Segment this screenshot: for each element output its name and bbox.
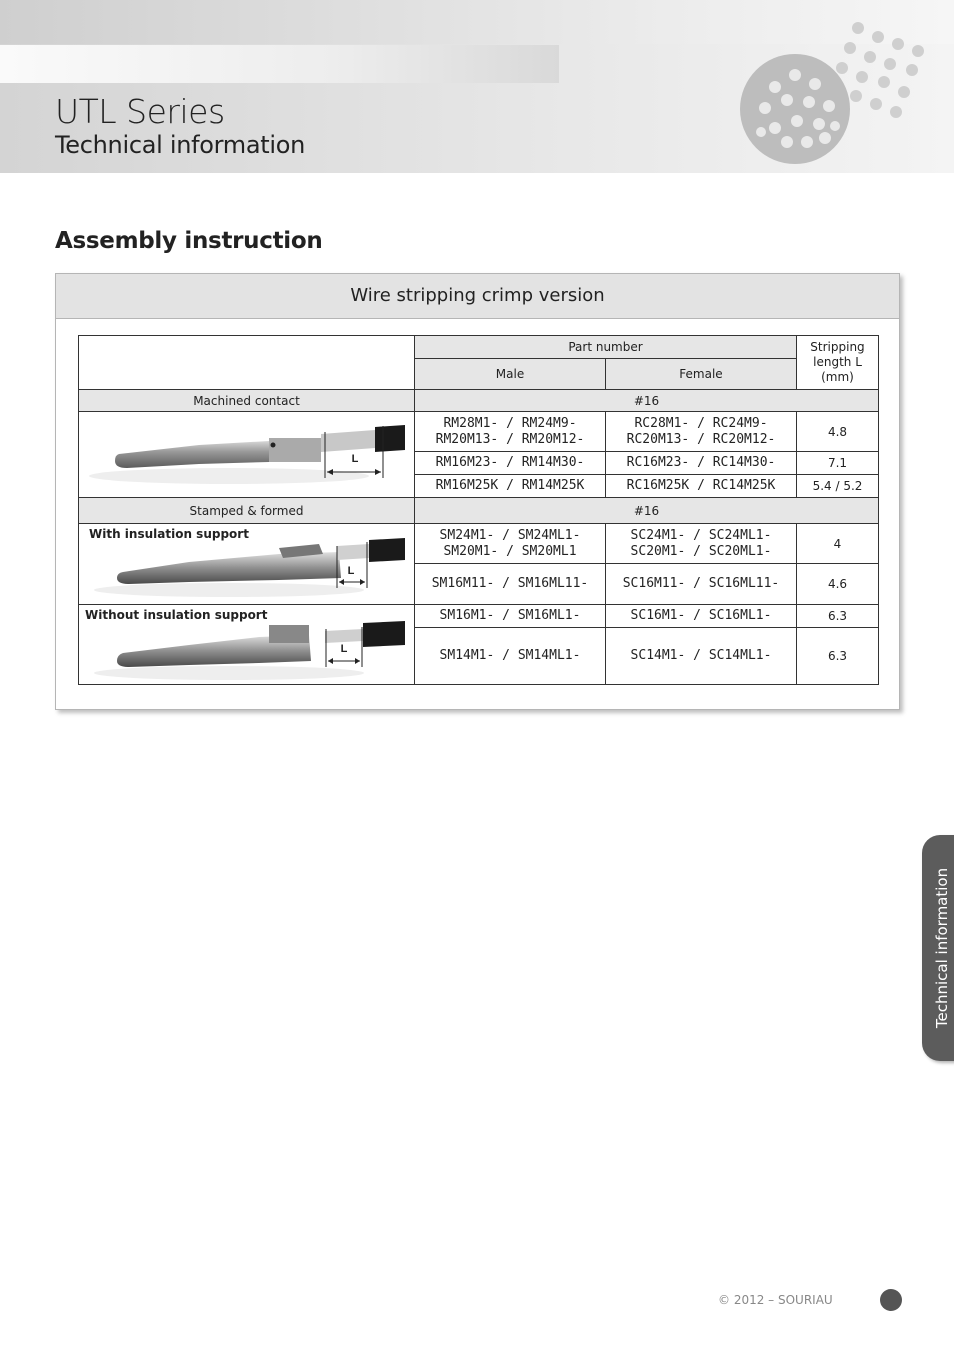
footer-copyright: © 2012 – SOURIAU bbox=[718, 1293, 833, 1307]
part-line: SC24M1- / SC24ML1- bbox=[630, 527, 772, 543]
with-insulation-image bbox=[79, 524, 415, 605]
machined-male-3: RM16M25K / RM14M25K bbox=[415, 475, 606, 498]
part-line: SC20M1- / SC20ML1- bbox=[630, 543, 772, 559]
side-tab-technical-information[interactable] bbox=[922, 835, 954, 1061]
machined-length-2: 7.1 bbox=[797, 452, 879, 475]
without-insulation-image bbox=[79, 605, 415, 685]
machined-contact-image bbox=[79, 412, 415, 498]
brand-logo-icon bbox=[735, 20, 935, 170]
without-ins-male-1: SM16M1- / SM16ML1- bbox=[415, 605, 606, 628]
header-female: Female bbox=[606, 359, 797, 390]
part-line: RC20M13- / RC20M12- bbox=[626, 431, 776, 447]
header-stripping-length-text: Stripping length L (mm) bbox=[810, 340, 865, 384]
without-ins-female-1: SC16M1- / SC16ML1- bbox=[606, 605, 797, 628]
dimension-l-label: L bbox=[340, 643, 348, 655]
with-insulation-label: With insulation support bbox=[89, 527, 249, 541]
machined-length-3: 5.4 / 5.2 bbox=[797, 475, 879, 498]
without-ins-female-2: SC14M1- / SC14ML1- bbox=[606, 628, 797, 685]
part-line: SM24M1- / SM24ML1- bbox=[439, 527, 581, 543]
part-line: RM28M1- / RM24M9- bbox=[443, 415, 577, 431]
with-ins-female-1 bbox=[606, 524, 797, 564]
header-strip-middle bbox=[0, 45, 559, 83]
header-part-number: Part number bbox=[415, 336, 797, 359]
machined-length-1: 4.8 bbox=[797, 412, 879, 452]
dimension-l-label: L bbox=[351, 453, 359, 465]
dimension-l-label: L bbox=[347, 565, 355, 577]
blank-header-cell bbox=[79, 336, 415, 390]
with-ins-male-1 bbox=[415, 524, 606, 564]
header-stripping-length bbox=[797, 336, 879, 390]
machined-female-2: RC16M23- / RC14M30- bbox=[606, 452, 797, 475]
part-line: SM20M1- / SM20ML1 bbox=[443, 543, 577, 559]
series-subtitle: Technical information bbox=[55, 131, 306, 159]
wire-stripping-panel bbox=[55, 273, 900, 710]
size-machined: #16 bbox=[415, 390, 879, 412]
machined-female-1 bbox=[606, 412, 797, 452]
without-ins-male-2: SM14M1- / SM14ML1- bbox=[415, 628, 606, 685]
part-line: RC28M1- / RC24M9- bbox=[634, 415, 768, 431]
part-line: RM20M13- / RM20M12- bbox=[435, 431, 585, 447]
page-marker-dot bbox=[880, 1289, 902, 1311]
panel-title: Wire stripping crimp version bbox=[56, 274, 899, 319]
side-tab-label: Technical information bbox=[933, 867, 951, 1029]
crimp-contact-photo-icon bbox=[79, 412, 415, 498]
header-male: Male bbox=[415, 359, 606, 390]
size-stamped: #16 bbox=[415, 498, 879, 524]
side-tab-text-wrap bbox=[922, 835, 954, 1061]
stripping-table bbox=[78, 335, 879, 685]
machined-female-3: RC16M25K / RC14M25K bbox=[606, 475, 797, 498]
with-ins-male-2: SM16M11- / SM16ML11- bbox=[415, 564, 606, 605]
without-insulation-label: Without insulation support bbox=[85, 608, 268, 622]
series-title: UTL Series bbox=[55, 92, 225, 131]
section-title: Assembly instruction bbox=[55, 228, 323, 254]
machined-male-2: RM16M23- / RM14M30- bbox=[415, 452, 606, 475]
with-ins-length-2: 4.6 bbox=[797, 564, 879, 605]
with-ins-length-1: 4 bbox=[797, 524, 879, 564]
category-stamped: Stamped & formed bbox=[79, 498, 415, 524]
machined-male-1 bbox=[415, 412, 606, 452]
without-ins-length-1: 6.3 bbox=[797, 605, 879, 628]
category-machined: Machined contact bbox=[79, 390, 415, 412]
with-ins-female-2: SC16M11- / SC16ML11- bbox=[606, 564, 797, 605]
without-ins-length-2: 6.3 bbox=[797, 628, 879, 685]
